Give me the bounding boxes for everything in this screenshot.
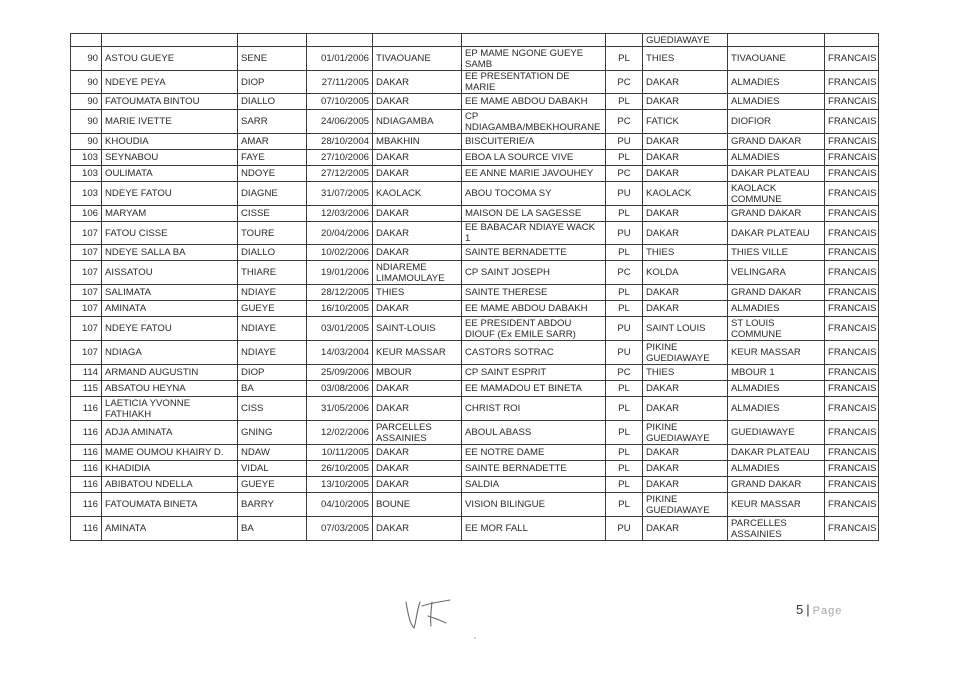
cell-birth-date: 12/02/2006	[307, 421, 373, 445]
cell-rank: 90	[71, 71, 102, 94]
cell-status: PU	[606, 134, 643, 150]
table-row	[71, 134, 879, 150]
cell-status: PL	[606, 94, 643, 110]
cell-region: FATICK	[643, 110, 728, 134]
cell-birth-place: DAKAR	[373, 150, 462, 166]
cell-region: DAKAR	[643, 517, 728, 541]
cell-language: FRANCAIS	[825, 150, 879, 166]
cell-ief: GRAND DAKAR	[728, 134, 825, 150]
cell-region: DAKAR	[643, 150, 728, 166]
cell-school: EE PRESENTATION DE MARIE	[462, 71, 606, 94]
cell-birth-place: DAKAR	[373, 166, 462, 182]
cell-rank: 116	[71, 493, 102, 517]
cell-language: FRANCAIS	[825, 222, 879, 245]
cell-region: KOLDA	[643, 261, 728, 285]
cell-birth-place: DAKAR	[373, 517, 462, 541]
cell-status: PL	[606, 477, 643, 493]
cell-rank: 103	[71, 166, 102, 182]
cell-language: FRANCAIS	[825, 421, 879, 445]
handwritten-signature	[398, 596, 454, 630]
cell-birth-place: DAKAR	[373, 71, 462, 94]
cell-language: FRANCAIS	[825, 71, 879, 94]
cell-language: FRANCAIS	[825, 397, 879, 421]
cell-school: ABOUL ABASS	[462, 421, 606, 445]
table-row	[71, 110, 879, 134]
cell-status: PL	[606, 461, 643, 477]
table-row	[71, 94, 879, 110]
cell-region: DAKAR	[643, 71, 728, 94]
cell-ief: KAOLACK COMMUNE	[728, 182, 825, 206]
cell-rank: 114	[71, 365, 102, 381]
cell-rank: 116	[71, 397, 102, 421]
cell-status: PL	[606, 150, 643, 166]
cell-birth-place: DAKAR	[373, 206, 462, 222]
cell-language: FRANCAIS	[825, 134, 879, 150]
cell-rank: 107	[71, 222, 102, 245]
cell-region: PIKINE GUEDIAWAYE	[643, 493, 728, 517]
cell-birth-place: MBOUR	[373, 365, 462, 381]
cell-rank: 107	[71, 317, 102, 341]
cell-rank: 107	[71, 261, 102, 285]
cell-birth-place: DAKAR	[373, 381, 462, 397]
table-row	[71, 461, 879, 477]
cell-first-name: ARMAND AUGUSTIN	[102, 365, 238, 381]
cell-school: EE NOTRE DAME	[462, 445, 606, 461]
cell-first-name: LAETICIA YVONNE FATHIAKH	[102, 397, 238, 421]
cell-rank: 103	[71, 182, 102, 206]
cell-status: PC	[606, 365, 643, 381]
cell-school: EE ANNE MARIE JAVOUHEY	[462, 166, 606, 182]
cell-birth-date: 16/10/2005	[307, 301, 373, 317]
cell-birth-place: BOUNE	[373, 493, 462, 517]
scan-speck	[474, 637, 476, 639]
cell-birth-place: DAKAR	[373, 461, 462, 477]
cell-language: FRANCAIS	[825, 493, 879, 517]
table-row	[71, 493, 879, 517]
cell-birth-place: NDIAREME LIMAMOULAYE	[373, 261, 462, 285]
cell-birth-date: 07/03/2005	[307, 517, 373, 541]
cell-first-name: MARYAM	[102, 206, 238, 222]
cell-last-name: BA	[238, 517, 307, 541]
cell-last-name: DIOP	[238, 71, 307, 94]
cell-birth-date: 10/11/2005	[307, 445, 373, 461]
cell-ief: KEUR MASSAR	[728, 341, 825, 365]
table-row	[71, 421, 879, 445]
cell-birth-place: DAKAR	[373, 222, 462, 245]
cell-birth-date: 28/12/2005	[307, 285, 373, 301]
cell-ief: ST LOUIS COMMUNE	[728, 317, 825, 341]
cell-language: FRANCAIS	[825, 341, 879, 365]
cell-rank: 107	[71, 341, 102, 365]
cell-status: PU	[606, 222, 643, 245]
cell-region: DAKAR	[643, 477, 728, 493]
page-footer	[796, 602, 842, 617]
cell-rank: 107	[71, 285, 102, 301]
cell-birth-date: 04/10/2005	[307, 493, 373, 517]
cell-region: DAKAR	[643, 381, 728, 397]
table-row	[71, 261, 879, 285]
cell-first-name: SEYNABOU	[102, 150, 238, 166]
cell-birth-date: 10/02/2006	[307, 245, 373, 261]
cell-language: FRANCAIS	[825, 94, 879, 110]
cell-last-name: DIOP	[238, 365, 307, 381]
table-row	[71, 71, 879, 94]
cell-status: PL	[606, 206, 643, 222]
cell-first-name: ASTOU GUEYE	[102, 47, 238, 71]
cell-last-name: DIALLO	[238, 245, 307, 261]
cell-status: PC	[606, 166, 643, 182]
cell-school: EBOA LA SOURCE VIVE	[462, 150, 606, 166]
cell-first-name: OULIMATA	[102, 166, 238, 182]
cell-ief: PARCELLES ASSAINIES	[728, 517, 825, 541]
table-row	[71, 381, 879, 397]
cell-language: FRANCAIS	[825, 182, 879, 206]
cell-last-name: THIARE	[238, 261, 307, 285]
cell-region: THIES	[643, 47, 728, 71]
cell-first-name: AMINATA	[102, 517, 238, 541]
cell-ief: MBOUR 1	[728, 365, 825, 381]
table-row	[71, 285, 879, 301]
cell-first-name: NDEYE FATOU	[102, 317, 238, 341]
cell-birth-date: 07/10/2005	[307, 94, 373, 110]
cell-birth-place: DAKAR	[373, 94, 462, 110]
cell-ief: VELINGARA	[728, 261, 825, 285]
cell-first-name: NDEYE SALLA BA	[102, 245, 238, 261]
cell-language: FRANCAIS	[825, 166, 879, 182]
cell-birth-date: 31/07/2005	[307, 182, 373, 206]
cell-birth-date: 31/05/2006	[307, 397, 373, 421]
cell-language: FRANCAIS	[825, 365, 879, 381]
cell-ief: GRAND DAKAR	[728, 477, 825, 493]
cell-school: EE MAME ABDOU DABAKH	[462, 94, 606, 110]
cell-ief: GRAND DAKAR	[728, 206, 825, 222]
cell-ief: TIVAOUANE	[728, 47, 825, 71]
cell-last-name: DIAGNE	[238, 182, 307, 206]
cell-birth-date: 20/04/2006	[307, 222, 373, 245]
cell-region: THIES	[643, 245, 728, 261]
cell-first-name: FATOUMATA BINETA	[102, 493, 238, 517]
cell-school: CP SAINT ESPRIT	[462, 365, 606, 381]
table-row	[71, 517, 879, 541]
cell-rank: 106	[71, 206, 102, 222]
cell-language: FRANCAIS	[825, 301, 879, 317]
cell-language: FRANCAIS	[825, 381, 879, 397]
cell-school: MAISON DE LA SAGESSE	[462, 206, 606, 222]
cell-language: FRANCAIS	[825, 245, 879, 261]
cell-school: EE MAME ABDOU DABAKH	[462, 301, 606, 317]
cell-ief: ALMADIES	[728, 150, 825, 166]
cell-status: PL	[606, 245, 643, 261]
cell-first-name: MAME OUMOU KHAIRY D.	[102, 445, 238, 461]
cell-region: DAKAR	[643, 397, 728, 421]
table-row	[71, 150, 879, 166]
cell-school: ABOU TOCOMA SY	[462, 182, 606, 206]
cell-language: FRANCAIS	[825, 445, 879, 461]
cell-ief: GRAND DAKAR	[728, 285, 825, 301]
cell-school: EE MOR FALL	[462, 517, 606, 541]
cell-rank: 90	[71, 47, 102, 71]
table-row-continuation	[71, 34, 879, 47]
cell-region: KAOLACK	[643, 182, 728, 206]
cell-status: PL	[606, 445, 643, 461]
cell-first-name: NDIAGA	[102, 341, 238, 365]
cell-language: FRANCAIS	[825, 261, 879, 285]
cell-ief: ALMADIES	[728, 397, 825, 421]
cell-school: VISION BILINGUE	[462, 493, 606, 517]
cell-rank: 90	[71, 110, 102, 134]
cell-status: PC	[606, 71, 643, 94]
cell-birth-date: 25/09/2006	[307, 365, 373, 381]
cell-region: DAKAR	[643, 206, 728, 222]
cell-first-name: ABIBATOU NDELLA	[102, 477, 238, 493]
cell-first-name: AISSATOU	[102, 261, 238, 285]
cell-school: EE PRESIDENT ABDOU DIOUF (Ex EMILE SARR)	[462, 317, 606, 341]
table-row	[71, 245, 879, 261]
cell-last-name: AMAR	[238, 134, 307, 150]
table-row	[71, 397, 879, 421]
cell-region: GUEDIAWAYE	[643, 34, 728, 47]
cell-rank: 90	[71, 94, 102, 110]
cell-region: DAKAR	[643, 222, 728, 245]
cell-last-name: GUEYE	[238, 301, 307, 317]
cell-last-name: DIALLO	[238, 94, 307, 110]
table-row	[71, 341, 879, 365]
cell-region: DAKAR	[643, 301, 728, 317]
cell-region: DAKAR	[643, 461, 728, 477]
cell-birth-date: 12/03/2006	[307, 206, 373, 222]
cell-birth-place: DAKAR	[373, 301, 462, 317]
table-row	[71, 47, 879, 71]
cell-rank: 116	[71, 461, 102, 477]
cell-first-name: NDEYE FATOU	[102, 182, 238, 206]
cell-ief: ALMADIES	[728, 71, 825, 94]
cell-region: DAKAR	[643, 285, 728, 301]
cell-region: PIKINE GUEDIAWAYE	[643, 421, 728, 445]
table-row	[71, 477, 879, 493]
cell-birth-date: 14/03/2004	[307, 341, 373, 365]
cell-last-name: BA	[238, 381, 307, 397]
cell-birth-place: NDIAGAMBA	[373, 110, 462, 134]
cell-school: SALDIA	[462, 477, 606, 493]
cell-ief: THIES VILLE	[728, 245, 825, 261]
cell-rank: 107	[71, 301, 102, 317]
cell-school: CP NDIAGAMBA/MBEKHOURANE	[462, 110, 606, 134]
cell-birth-date: 24/06/2005	[307, 110, 373, 134]
page-separator: |	[806, 602, 810, 617]
cell-school: CHRIST ROI	[462, 397, 606, 421]
cell-first-name: KHOUDIA	[102, 134, 238, 150]
cell-region: DAKAR	[643, 166, 728, 182]
cell-language: FRANCAIS	[825, 461, 879, 477]
cell-first-name: MARIE IVETTE	[102, 110, 238, 134]
cell-region: SAINT LOUIS	[643, 317, 728, 341]
cell-first-name: NDEYE PEYA	[102, 71, 238, 94]
cell-birth-date: 01/01/2006	[307, 47, 373, 71]
cell-school: SAINTE BERNADETTE	[462, 245, 606, 261]
cell-birth-date: 03/01/2005	[307, 317, 373, 341]
table-row	[71, 445, 879, 461]
page-number: 5	[796, 602, 804, 617]
cell-last-name: GNING	[238, 421, 307, 445]
cell-status: PC	[606, 261, 643, 285]
cell-status: PU	[606, 182, 643, 206]
cell-school: EP MAME NGONE GUEYE SAMB	[462, 47, 606, 71]
cell-status: PL	[606, 381, 643, 397]
cell-birth-place: KEUR MASSAR	[373, 341, 462, 365]
cell-last-name: CISS	[238, 397, 307, 421]
cell-first-name: FATOU CISSE	[102, 222, 238, 245]
cell-ief: DAKAR PLATEAU	[728, 445, 825, 461]
cell-ief: ALMADIES	[728, 94, 825, 110]
table-row	[71, 301, 879, 317]
cell-last-name: CISSE	[238, 206, 307, 222]
cell-birth-place: DAKAR	[373, 245, 462, 261]
cell-birth-place: PARCELLES ASSAINIES	[373, 421, 462, 445]
cell-birth-place: DAKAR	[373, 397, 462, 421]
cell-language: FRANCAIS	[825, 517, 879, 541]
cell-first-name: KHADIDIA	[102, 461, 238, 477]
cell-language: FRANCAIS	[825, 317, 879, 341]
cell-language: FRANCAIS	[825, 285, 879, 301]
cell-last-name: SENE	[238, 47, 307, 71]
table-row	[71, 317, 879, 341]
table-row	[71, 222, 879, 245]
cell-birth-place: MBAKHIN	[373, 134, 462, 150]
cell-rank: 103	[71, 150, 102, 166]
cell-birth-date: 28/10/2004	[307, 134, 373, 150]
cell-language: FRANCAIS	[825, 110, 879, 134]
cell-birth-date: 13/10/2005	[307, 477, 373, 493]
cell-school: BISCUITERIE/A	[462, 134, 606, 150]
cell-ief: DIOFIOR	[728, 110, 825, 134]
cell-first-name: SALIMATA	[102, 285, 238, 301]
cell-first-name: FATOUMATA BINTOU	[102, 94, 238, 110]
table-row	[71, 182, 879, 206]
cell-last-name: NDIAYE	[238, 317, 307, 341]
cell-school: EE MAMADOU ET BINETA	[462, 381, 606, 397]
cell-last-name: FAYE	[238, 150, 307, 166]
cell-last-name: NDAW	[238, 445, 307, 461]
cell-language: FRANCAIS	[825, 206, 879, 222]
cell-school: CP SAINT JOSEPH	[462, 261, 606, 285]
cell-region: DAKAR	[643, 134, 728, 150]
cell-last-name: NDIAYE	[238, 341, 307, 365]
cell-first-name: ADJA AMINATA	[102, 421, 238, 445]
table-row	[71, 166, 879, 182]
cell-ief: KEUR MASSAR	[728, 493, 825, 517]
cell-last-name: GUEYE	[238, 477, 307, 493]
cell-birth-date: 27/11/2005	[307, 71, 373, 94]
cell-rank: 116	[71, 445, 102, 461]
cell-region: PIKINE GUEDIAWAYE	[643, 341, 728, 365]
cell-status: PU	[606, 517, 643, 541]
table-row	[71, 365, 879, 381]
cell-rank: 107	[71, 245, 102, 261]
cell-first-name: ABSATOU HEYNA	[102, 381, 238, 397]
cell-language: FRANCAIS	[825, 477, 879, 493]
results-table	[70, 33, 879, 541]
cell-birth-date: 19/01/2006	[307, 261, 373, 285]
cell-school: EE BABACAR NDIAYE WACK 1	[462, 222, 606, 245]
cell-last-name: NDOYE	[238, 166, 307, 182]
cell-ief: ALMADIES	[728, 381, 825, 397]
cell-status: PU	[606, 341, 643, 365]
cell-status: PL	[606, 421, 643, 445]
cell-rank: 90	[71, 134, 102, 150]
cell-status: PL	[606, 493, 643, 517]
cell-ief: ALMADIES	[728, 301, 825, 317]
cell-birth-date: 26/10/2005	[307, 461, 373, 477]
cell-first-name: AMINATA	[102, 301, 238, 317]
cell-rank: 116	[71, 517, 102, 541]
cell-status: PU	[606, 317, 643, 341]
cell-region: THIES	[643, 365, 728, 381]
cell-birth-place: DAKAR	[373, 477, 462, 493]
cell-last-name: BARRY	[238, 493, 307, 517]
cell-status: PL	[606, 285, 643, 301]
cell-status: PL	[606, 47, 643, 71]
cell-status: PL	[606, 397, 643, 421]
cell-rank: 116	[71, 421, 102, 445]
cell-status: PL	[606, 301, 643, 317]
table-row	[71, 206, 879, 222]
cell-region: DAKAR	[643, 94, 728, 110]
cell-ief: GUEDIAWAYE	[728, 421, 825, 445]
cell-last-name: VIDAL	[238, 461, 307, 477]
cell-birth-date: 27/10/2006	[307, 150, 373, 166]
cell-last-name: TOURE	[238, 222, 307, 245]
cell-ief: DAKAR PLATEAU	[728, 166, 825, 182]
cell-birth-place: TIVAOUANE	[373, 47, 462, 71]
cell-birth-date: 27/12/2005	[307, 166, 373, 182]
cell-last-name: NDIAYE	[238, 285, 307, 301]
cell-last-name: SARR	[238, 110, 307, 134]
cell-birth-place: KAOLACK	[373, 182, 462, 206]
cell-birth-place: THIES	[373, 285, 462, 301]
cell-language: FRANCAIS	[825, 47, 879, 71]
cell-ief: ALMADIES	[728, 461, 825, 477]
cell-school: CASTORS SOTRAC	[462, 341, 606, 365]
cell-birth-place: SAINT-LOUIS	[373, 317, 462, 341]
cell-school: SAINTE BERNADETTE	[462, 461, 606, 477]
cell-rank: 116	[71, 477, 102, 493]
cell-rank: 115	[71, 381, 102, 397]
page-label: Page	[812, 605, 843, 617]
cell-ief: DAKAR PLATEAU	[728, 222, 825, 245]
cell-school: SAINTE THERESE	[462, 285, 606, 301]
cell-status: PC	[606, 110, 643, 134]
cell-birth-date: 03/08/2006	[307, 381, 373, 397]
cell-birth-place: DAKAR	[373, 445, 462, 461]
cell-region: DAKAR	[643, 445, 728, 461]
